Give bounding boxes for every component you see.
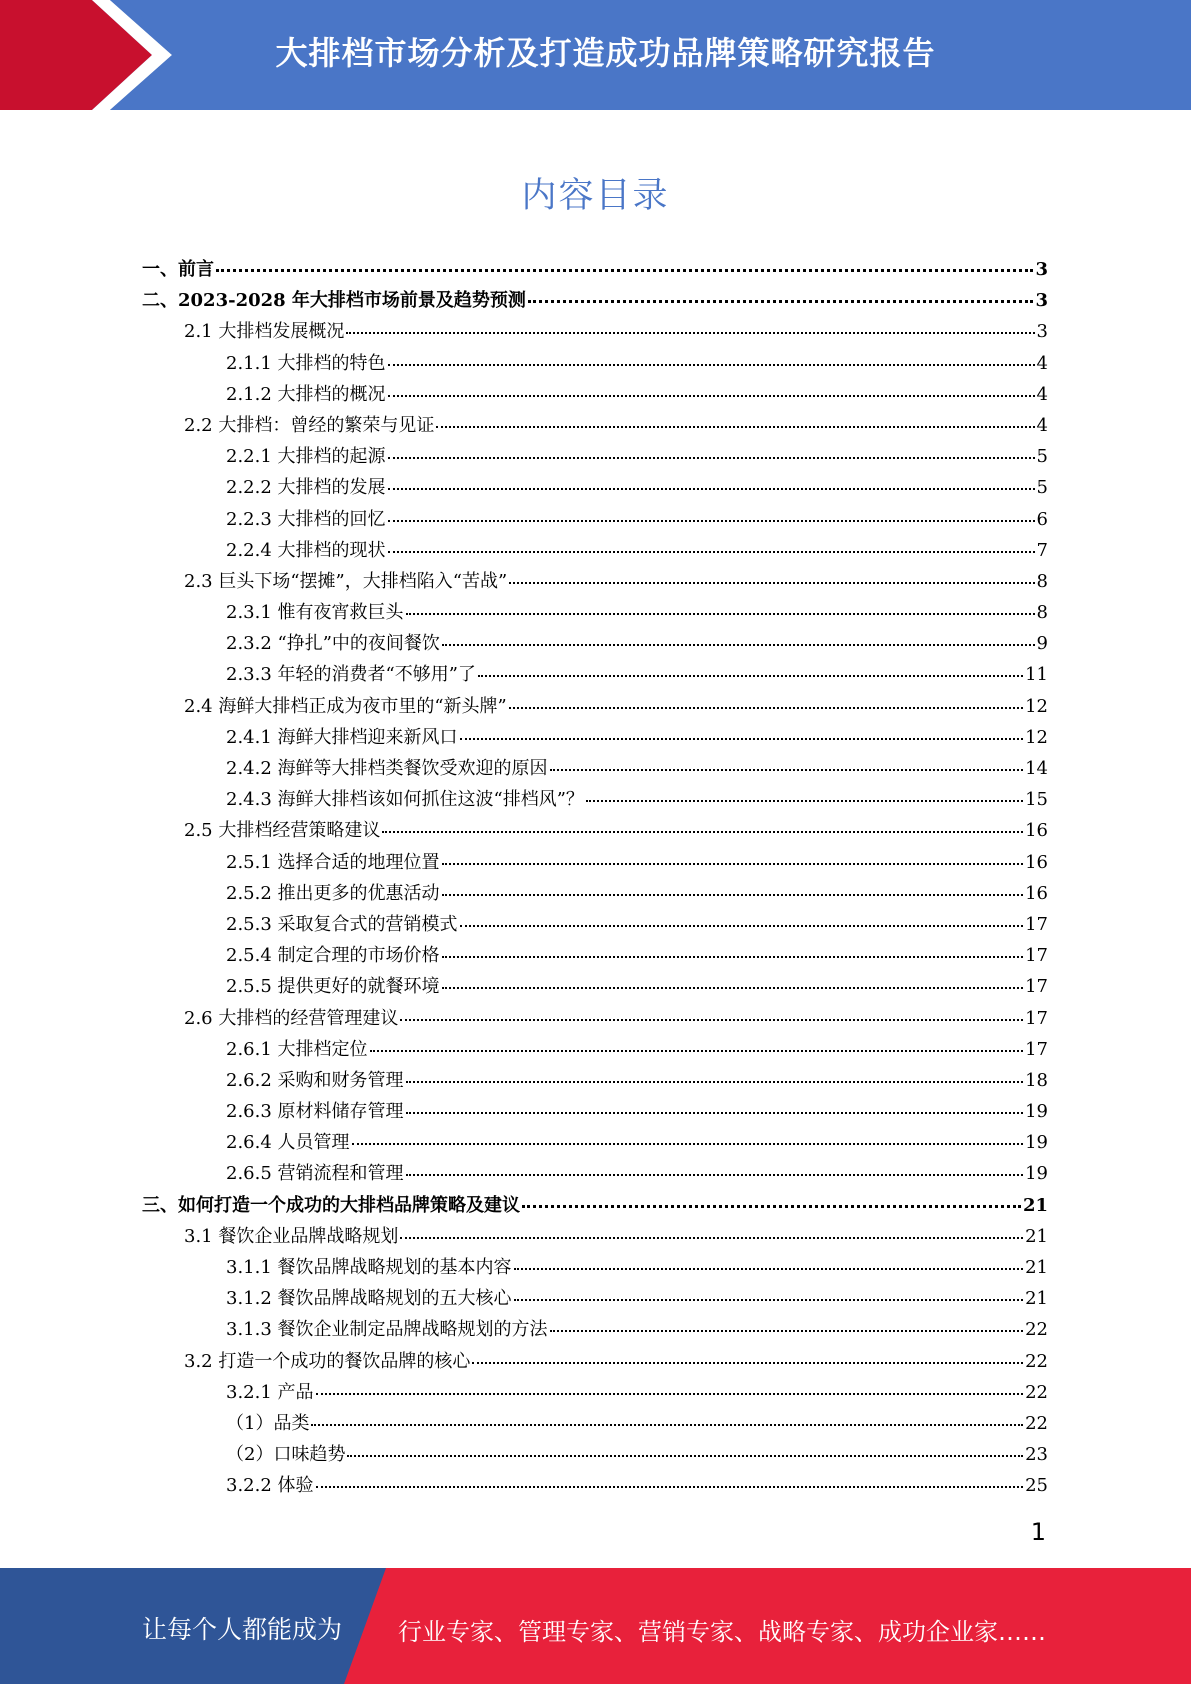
toc-entry-label: 2.1.2 大排档的概况	[226, 383, 386, 405]
toc-entry[interactable]	[142, 254, 1048, 285]
toc-entry-page: 21	[1025, 1257, 1048, 1278]
toc-dot-leader	[406, 598, 1035, 618]
toc-entry-label: 2.3.3 年轻的消费者“不够用”了	[226, 664, 476, 686]
toc-entry-label: 2.4 海鲜大排档正成为夜市里的“新头牌”	[184, 695, 507, 717]
toc-dot-leader	[347, 1440, 1023, 1460]
toc-entry-label: 3.1.1 餐饮品牌战略规划的基本内容	[226, 1257, 512, 1278]
toc-entry[interactable]	[142, 1221, 1048, 1252]
toc-dot-leader	[586, 785, 1023, 805]
toc-entry[interactable]	[142, 815, 1048, 846]
toc-entry-page: 3	[1036, 321, 1048, 343]
toc-dot-leader	[514, 1284, 1024, 1304]
toc-entry[interactable]	[142, 909, 1048, 940]
toc-entry[interactable]	[142, 659, 1048, 690]
toc-dot-leader	[460, 723, 1024, 743]
footer-slogan-left: 让每个人都能成为	[142, 1615, 343, 1644]
page-header	[0, 0, 1191, 110]
toc-entry-page: 4	[1036, 414, 1048, 436]
toc-entry-page: 16	[1025, 882, 1048, 904]
toc-entry-page: 22	[1025, 1350, 1048, 1372]
toc-entry-page: 3	[1035, 290, 1048, 312]
toc-entry-page: 18	[1025, 1069, 1048, 1091]
toc-entry[interactable]	[142, 348, 1048, 379]
toc-entry-label: 2.6.1 大排档定位	[226, 1038, 368, 1060]
toc-entry-label: 2.1 大排档发展概况	[184, 321, 345, 343]
toc-entry-page: 5	[1036, 446, 1048, 468]
toc-dot-leader	[388, 473, 1035, 493]
toc-entry-page: 8	[1036, 602, 1048, 624]
toc-entry[interactable]	[142, 784, 1048, 815]
toc-entry-label: 3.1 餐饮企业品牌战略规划	[184, 1225, 399, 1247]
toc-entry[interactable]	[142, 878, 1048, 909]
toc-entry-label: 2.4.1 海鲜大排档迎来新风口	[226, 726, 458, 748]
toc-dot-leader	[370, 1035, 1024, 1055]
toc-entry-label: 2.5.4 制定合理的市场价格	[226, 945, 440, 967]
toc-dot-leader	[311, 1409, 1023, 1429]
toc-dot-leader	[388, 380, 1035, 400]
toc-entry-page: 17	[1025, 976, 1048, 998]
toc-entry-label: 2.5.1 选择合适的地理位置	[226, 851, 440, 873]
toc-entry-label: （2）口味趋势	[226, 1444, 346, 1466]
toc-dot-leader	[316, 1471, 1024, 1491]
toc-entry-page: 19	[1025, 1163, 1048, 1185]
toc-dot-leader	[436, 411, 1034, 431]
toc-entry-page: 14	[1025, 758, 1048, 779]
toc-entry[interactable]	[142, 1470, 1048, 1501]
toc-entry[interactable]	[142, 1283, 1048, 1314]
toc-dot-leader	[406, 1066, 1024, 1086]
toc-dot-leader	[522, 1191, 1021, 1211]
toc-dot-leader	[406, 1159, 1024, 1179]
toc-entry-label: 一、前言	[142, 259, 214, 280]
toc-dot-leader	[406, 1097, 1024, 1117]
toc-dot-leader	[442, 848, 1024, 868]
toc-entry-label: （1）品类	[226, 1412, 310, 1434]
toc-entry-label: 3.2.1 产品	[226, 1381, 314, 1403]
toc-dot-leader	[514, 1253, 1024, 1273]
toc-entry-page: 16	[1025, 851, 1048, 873]
toc-entry[interactable]	[142, 316, 1048, 347]
toc-entry[interactable]	[142, 535, 1048, 566]
toc-entry-label: 3.2.2 体验	[226, 1475, 314, 1497]
toc-entry[interactable]	[142, 753, 1048, 784]
toc-entry-page: 12	[1025, 726, 1048, 748]
toc-entry-label: 三、如何打造一个成功的大排档品牌策略及建议	[142, 1194, 520, 1216]
toc-entry[interactable]	[142, 722, 1048, 753]
toc-entry-label: 2.5.3 采取复合式的营销模式	[226, 913, 458, 935]
toc-dot-leader	[472, 1347, 1023, 1367]
toc-dot-leader	[400, 1004, 1023, 1024]
toc-entry-page: 21	[1022, 1194, 1048, 1216]
toc-dot-leader	[460, 910, 1024, 930]
toc-entry-page: 5	[1036, 477, 1048, 499]
toc-entry-page: 7	[1036, 539, 1048, 561]
toc-entry[interactable]	[142, 504, 1048, 535]
toc-entry-label: 2.2.3 大排档的回忆	[226, 508, 386, 530]
toc-entry-page: 4	[1036, 383, 1048, 405]
toc-dot-leader	[442, 629, 1035, 649]
toc-entry[interactable]	[142, 1096, 1048, 1127]
toc-dot-leader	[550, 754, 1024, 774]
toc-entry-label: 3.2 打造一个成功的餐饮品牌的核心	[184, 1350, 471, 1372]
toc-entry-page: 17	[1025, 1007, 1048, 1029]
toc-entry-label: 3.1.3 餐饮企业制定品牌战略规划的方法	[226, 1319, 548, 1341]
footer-slogan-right: 行业专家、管理专家、营销专家、战略专家、成功企业家……	[398, 1618, 1046, 1646]
toc-entry-page: 25	[1025, 1475, 1048, 1497]
toc-entry-label: 2.6.3 原材料储存管理	[226, 1101, 404, 1123]
toc-entry-page: 4	[1036, 352, 1048, 374]
toc-entry-page: 17	[1025, 1038, 1048, 1060]
toc-entry-page: 9	[1036, 633, 1048, 655]
toc-dot-leader	[478, 660, 1023, 680]
toc-dot-leader	[388, 442, 1035, 462]
toc-entry-label: 2.5.5 提供更好的就餐环境	[226, 976, 440, 998]
toc-entry[interactable]	[142, 628, 1048, 659]
toc-entry-label: 2.5 大排档经营策略建议	[184, 820, 381, 842]
toc-entry[interactable]	[142, 1158, 1048, 1189]
toc-dot-leader	[550, 1315, 1024, 1335]
toc-dot-leader	[442, 879, 1024, 899]
toc-dot-leader	[509, 567, 1034, 587]
toc-dot-leader	[442, 941, 1024, 961]
page-footer	[0, 1568, 1191, 1684]
toc-dot-leader	[528, 286, 1034, 306]
toc-entry[interactable]	[142, 691, 1048, 722]
toc-entry-page: 19	[1025, 1132, 1048, 1154]
toc-dot-leader	[346, 317, 1034, 337]
toc-entry[interactable]	[142, 1127, 1048, 1158]
header-title: 大排档市场分析及打造成功品牌策略研究报告	[275, 34, 936, 72]
toc-entry[interactable]	[142, 1190, 1048, 1221]
toc-entry-page: 12	[1025, 695, 1048, 717]
toc-entry-page: 6	[1036, 508, 1048, 530]
toc-entry[interactable]	[142, 285, 1048, 316]
toc-entry-label: 2.6.4 人员管理	[226, 1132, 350, 1154]
toc-entry[interactable]	[142, 410, 1048, 441]
toc-dot-leader	[509, 692, 1023, 712]
toc-dot-leader	[382, 816, 1023, 836]
toc-entry-page: 21	[1025, 1288, 1048, 1310]
toc-entry-label: 2.1.1 大排档的特色	[226, 352, 386, 374]
toc-title: 内容目录	[521, 176, 670, 216]
toc-entry-page: 3	[1035, 259, 1048, 280]
toc-entry-page: 22	[1025, 1412, 1048, 1434]
toc-entry-label: 2.4.2 海鲜等大排档类餐饮受欢迎的原因	[226, 758, 548, 779]
toc-entry[interactable]	[142, 1003, 1048, 1034]
toc-entry-page: 23	[1025, 1444, 1048, 1466]
toc-entry-page: 19	[1025, 1101, 1048, 1123]
toc-dot-leader	[442, 972, 1024, 992]
toc-entry[interactable]	[142, 1377, 1048, 1408]
toc-dot-leader	[388, 505, 1035, 525]
toc-entry[interactable]	[142, 847, 1048, 878]
toc-entry[interactable]	[142, 379, 1048, 410]
toc-entry[interactable]	[142, 441, 1048, 472]
toc-entry[interactable]	[142, 1034, 1048, 1065]
toc-entry[interactable]	[142, 940, 1048, 971]
toc-entry-label: 2.3.2 “挣扎”中的夜间餐饮	[226, 633, 440, 655]
toc-entry-page: 11	[1025, 664, 1048, 686]
toc-entry[interactable]	[142, 1314, 1048, 1345]
toc-dot-leader	[352, 1128, 1024, 1148]
toc-entry-page: 8	[1036, 570, 1048, 592]
toc-entry[interactable]	[142, 1346, 1048, 1377]
table-of-contents	[142, 254, 1048, 1502]
toc-entry-label: 二、2023-2028 年大排档市场前景及趋势预测	[142, 290, 526, 312]
toc-entry-page: 17	[1025, 945, 1048, 967]
toc-entry-page: 22	[1025, 1319, 1048, 1341]
toc-entry-page: 16	[1025, 820, 1048, 842]
toc-entry[interactable]	[142, 1408, 1048, 1439]
toc-entry[interactable]	[142, 472, 1048, 503]
toc-dot-leader	[388, 349, 1035, 369]
toc-dot-leader	[388, 536, 1035, 556]
toc-entry-page: 17	[1025, 913, 1048, 935]
toc-entry[interactable]	[142, 566, 1048, 597]
toc-entry-label: 2.5.2 推出更多的优惠活动	[226, 882, 440, 904]
toc-entry-label: 2.2.4 大排档的现状	[226, 539, 386, 561]
toc-entry-page: 21	[1025, 1225, 1048, 1247]
toc-entry-label: 2.3 巨头下场“摆摊”，大排档陷入“苦战”	[184, 570, 508, 592]
toc-entry[interactable]	[142, 971, 1048, 1002]
toc-dot-leader	[216, 255, 1033, 275]
toc-entry[interactable]	[142, 1439, 1048, 1470]
toc-entry-label: 2.6 大排档的经营管理建议	[184, 1007, 399, 1029]
toc-entry-label: 2.2.2 大排档的发展	[226, 477, 386, 499]
toc-entry[interactable]	[142, 1065, 1048, 1096]
page-number: 1	[1030, 1518, 1046, 1546]
toc-entry-page: 22	[1025, 1381, 1048, 1403]
toc-entry-label: 2.4.3 海鲜大排档该如何抓住这波“排档风”？	[226, 789, 584, 811]
toc-entry[interactable]	[142, 1252, 1048, 1283]
toc-entry-label: 2.6.5 营销流程和管理	[226, 1163, 404, 1185]
toc-entry-page: 15	[1025, 789, 1048, 811]
toc-entry-label: 2.2 大排档：曾经的繁荣与见证	[184, 414, 435, 436]
toc-entry-label: 2.3.1 惟有夜宵救巨头	[226, 602, 404, 624]
toc-entry[interactable]	[142, 597, 1048, 628]
toc-entry-label: 2.6.2 采购和财务管理	[226, 1069, 404, 1091]
toc-entry-label: 2.2.1 大排档的起源	[226, 446, 386, 468]
toc-entry-label: 3.1.2 餐饮品牌战略规划的五大核心	[226, 1288, 512, 1310]
toc-dot-leader	[400, 1222, 1023, 1242]
toc-dot-leader	[316, 1378, 1024, 1398]
